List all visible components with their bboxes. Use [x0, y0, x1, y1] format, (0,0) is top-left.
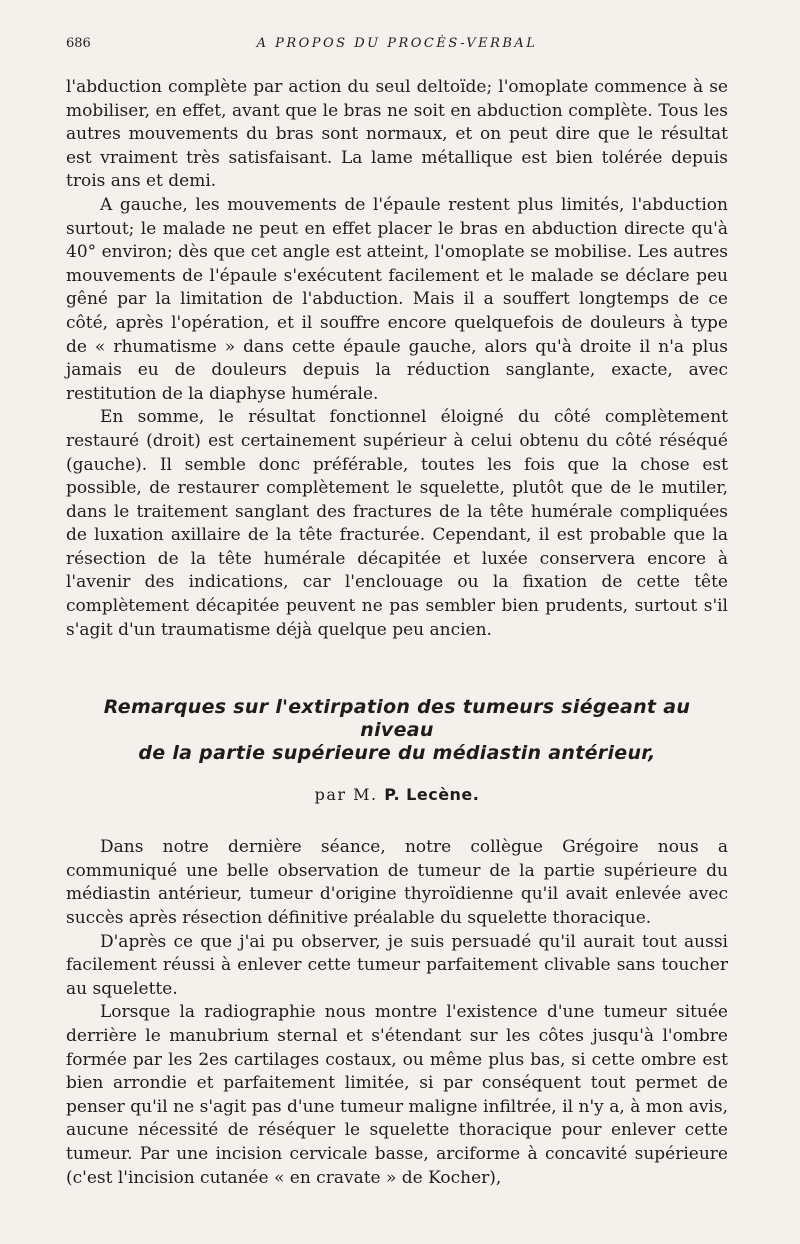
section-title-line: de la partie supérieure du médiastin antérieur,	[138, 742, 656, 765]
section-title-line: Remarques sur l'extirpation des tumeurs siégeant au niveau	[103, 696, 691, 742]
body-text-top	[66, 76, 728, 642]
running-header	[66, 30, 728, 60]
paragraph: En somme, le résultat fonctionnel éloigné du côté complètement restauré (droit) est certainement supérieur à celui obtenu du côté réséqué (gauche). Il semble donc préférable, toutes les fois que la chose est possible, de restaurer complètement le squelette, plutôt que de le mutiler, dans le traitement sanglant des fractures de la tête humérale compliquées de luxation axillaire de la tête fracturée. Cependant, il est probable que la résection de la tête humérale décapitée et luxée conservera encore à l'avenir des indications, car l'enclouage ou la fixation de cette tête complètement décapitée peuvent ne pas sembler bien prudents, surtout s'il s'agit d'un traumatisme déjà quelque peu ancien.	[66, 407, 728, 640]
paragraph: A gauche, les mouvements de l'épaule restent plus limités, l'abduction surtout; le malade ne peut en effet placer le bras en abduction directe qu'à 40° environ; dès que cet angle est atteint, l'omoplate se mobilise. Les autres mouvements de l'épaule s'exécutent facilement et le malade se déclare peu gêné par la limitation de l'abduction. Mais il a souffert longtemps de ce côté, après l'opération, et il souffre encore quelquefois de douleurs à type de « rhumatisme » dans cette épaule gauche, alors qu'à droite il n'a plus jamais eu de douleurs depuis la réduction sanglante, exacte, avec restitution de la diaphyse humérale.	[66, 194, 728, 404]
byline-author: P. Lecène.	[384, 785, 480, 805]
paragraph: Dans notre dernière séance, notre collègue Grégoire nous a communiqué une belle observation de tumeur de la partie supérieure du médiastin antérieur, tumeur d'origine thyroïdienne qu'il avait enlevée avec succès après résection définitive préalable du squelette thoracique.	[66, 837, 728, 929]
running-title: A PROPOS DU PROCÈS-VERBAL	[256, 36, 538, 51]
body-text-bottom	[66, 836, 728, 1190]
byline-prefix: par M.	[314, 785, 385, 805]
paragraph: l'abduction complète par action du seul deltoïde; l'omoplate commence à se mobiliser, en effet, avant que le bras ne soit en abduction complète. Tous les autres mouvements du bras sont normaux, et on peut dire que le résultat est vraiment très satisfaisant. La lame métallique est bien tolérée depuis trois ans et demi.	[66, 77, 728, 192]
page-number: 686	[66, 36, 91, 51]
byline	[66, 785, 728, 804]
paragraph: D'après ce que j'ai pu observer, je suis persuadé qu'il aurait tout aussi facilement réussi à enlever cette tumeur parfaitement clivable sans toucher au squelette.	[66, 931, 728, 999]
section-title	[66, 696, 728, 765]
paragraph: Lorsque la radiographie nous montre l'existence d'une tumeur située derrière le manubrium sternal et s'étendant sur les côtes jusqu'à l'ombre formée par les 2es cartilages costaux, ou même plus bas, si cette ombre est bien arrondie et parfaitement limitée, si par conséquent tout permet de penser qu'il ne s'agit pas d'une tumeur maligne infiltrée, il n'y a, à mon avis, aucune nécessité de réséquer le squelette thoracique pour enlever cette tumeur. Par une incision cervicale basse, arciforme à concavité supérieure (c'est l'incision cutanée « en cravate » de Kocher),	[66, 1002, 728, 1188]
